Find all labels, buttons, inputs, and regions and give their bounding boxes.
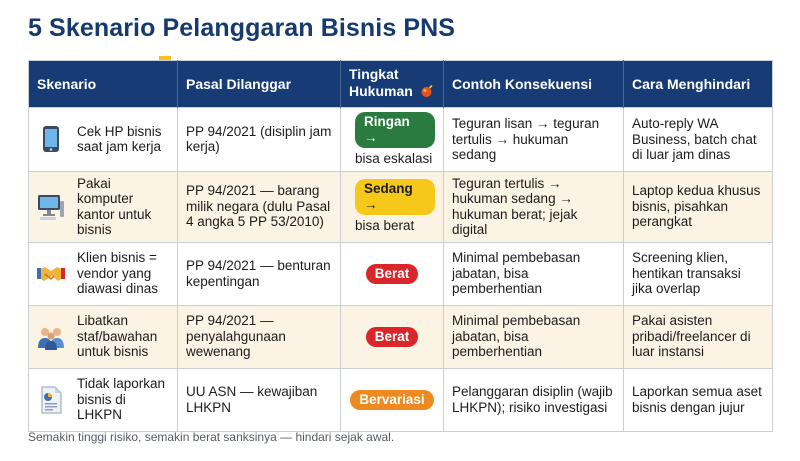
header-article: Pasal Dilanggar (178, 61, 341, 108)
severity-badge: Ringan → (355, 112, 435, 148)
scenario-cell (29, 108, 178, 172)
header-severity (341, 61, 444, 108)
consequence-cell: Teguran lisan → teguran tertulis → hukuman sedang (444, 108, 624, 172)
article-cell: PP 94/2021 — barang milik negara (dulu Pasal 4 angka 5 PP 53/2010) (178, 171, 341, 242)
scenario-text: Tidak laporkan bisnis di LHKPN (77, 376, 166, 423)
scenario-text: Cek HP bisnis saat jam kerja (77, 123, 162, 155)
table-row (29, 171, 773, 242)
header-consequence: Contoh Konsekuensi (444, 61, 624, 108)
avoid-cell: Laporkan semua aset bisnis dengan jujur (624, 368, 773, 431)
smartphone-icon (37, 124, 65, 154)
table-row (29, 108, 773, 172)
table-row (29, 305, 773, 368)
header-avoid: Cara Menghindari (624, 61, 773, 108)
severity-badge: Bervariasi (350, 390, 433, 410)
severity-note: bisa berat (355, 218, 415, 234)
scenario-cell (29, 242, 178, 305)
severity-cell (341, 305, 444, 368)
page-title: 5 Skenario Pelanggaran Bisnis PNS (28, 14, 456, 42)
header-scenario: Skenario (29, 61, 178, 108)
avoid-cell: Laptop kedua khusus bisnis, pisahkan perangkat (624, 171, 773, 242)
avoid-cell: Screening klien, hentikan transaksi jika overlap (624, 242, 773, 305)
consequence-cell: Pelanggaran disiplin (wajib LHKPN); risiko investigasi (444, 368, 624, 431)
handshake-icon (37, 259, 65, 289)
severity-badge: Berat (366, 327, 419, 347)
article-cell: PP 94/2021 (disiplin jam kerja) (178, 108, 341, 172)
bomb-icon (420, 84, 434, 102)
severity-cell (341, 242, 444, 305)
table-row (29, 242, 773, 305)
avoid-cell: Auto-reply WA Business, batch chat di luar jam dinas (624, 108, 773, 172)
desktop-computer-icon (37, 192, 65, 222)
staff-group-icon (37, 322, 65, 352)
severity-cell (341, 171, 444, 242)
table-header-row (29, 61, 773, 108)
consequence-cell: Minimal pembebasan jabatan, bisa pemberhentian (444, 242, 624, 305)
scenario-cell (29, 171, 178, 242)
footnote: Semakin tinggi risiko, semakin berat sanksinya — hindari sejak awal. (28, 430, 395, 444)
report-document-icon (37, 385, 65, 415)
violation-table (28, 60, 773, 432)
severity-note: bisa eskalasi (355, 151, 433, 166)
consequence-cell: Minimal pembebasan jabatan, bisa pemberhentian (444, 305, 624, 368)
scenario-cell (29, 368, 178, 431)
severity-badge: Berat (366, 264, 419, 284)
scenario-text: Libatkan staf/bawahan untuk bisnis (77, 313, 158, 360)
severity-cell (341, 368, 444, 431)
article-cell: PP 94/2021 — penyalahgunaan wewenang (178, 305, 341, 368)
scenario-text: Klien bisnis = vendor yang diawasi dinas (77, 250, 159, 297)
scenario-text: Pakai komputer kantor untuk bisnis (77, 175, 152, 237)
article-cell: UU ASN — kewajiban LHKPN (178, 368, 341, 431)
consequence-cell: Teguran tertulis → hukuman sedang → hukuman berat; jejak digital (444, 171, 624, 242)
header-severity-line1: Tingkat (349, 66, 399, 83)
severity-cell (341, 108, 444, 172)
scenario-cell (29, 305, 178, 368)
severity-badge: Sedang → (355, 179, 435, 215)
article-cell: PP 94/2021 — benturan kepentingan (178, 242, 341, 305)
table-row (29, 368, 773, 431)
avoid-cell: Pakai asisten pribadi/freelancer di luar instansi (624, 305, 773, 368)
header-severity-line2: Hukuman (349, 83, 413, 100)
